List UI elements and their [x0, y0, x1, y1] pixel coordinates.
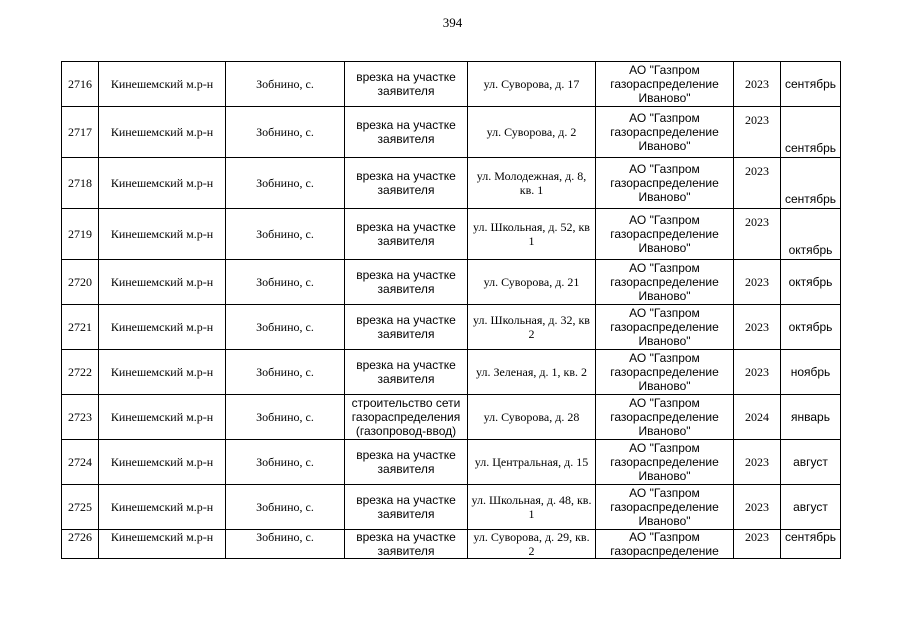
district-cell: Кинешемский м.р-н: [99, 350, 226, 395]
address-cell: ул. Молодежная, д. 8, кв. 1: [468, 158, 596, 209]
locality-cell: Зобнино, с.: [226, 305, 345, 350]
row-number-cell: 2716: [62, 62, 99, 107]
address-cell: ул. Школьная, д. 48, кв. 1: [468, 485, 596, 530]
row-number-cell: 2718: [62, 158, 99, 209]
locality-cell: Зобнино, с.: [226, 485, 345, 530]
address-cell: ул. Школьная, д. 32, кв 2: [468, 305, 596, 350]
organization-cell: АО "Газпром газораспределение Иваново": [596, 305, 734, 350]
address-cell: ул. Суворова, д. 2: [468, 107, 596, 158]
year-cell: 2024: [734, 395, 781, 440]
page-number: 394: [442, 15, 463, 30]
table-row: [62, 395, 841, 440]
year-cell: 2023: [734, 530, 781, 559]
address-cell: ул. Центральная, д. 15: [468, 440, 596, 485]
locality-cell: Зобнино, с.: [226, 158, 345, 209]
gas-connection-table: [61, 61, 841, 559]
address-cell: ул. Суворова, д. 29, кв. 2: [468, 530, 596, 559]
work-type-cell: врезка на участке заявителя: [345, 530, 468, 559]
organization-cell: АО "Газпром газораспределение Иваново": [596, 260, 734, 305]
month-cell: октябрь: [781, 209, 841, 260]
district-cell: Кинешемский м.р-н: [99, 530, 226, 559]
table-row: [62, 530, 841, 559]
work-type-cell: врезка на участке заявителя: [345, 440, 468, 485]
month-cell: сентябрь: [781, 158, 841, 209]
row-number-cell: 2720: [62, 260, 99, 305]
district-cell: Кинешемский м.р-н: [99, 305, 226, 350]
year-cell: 2023: [734, 209, 781, 260]
district-cell: Кинешемский м.р-н: [99, 440, 226, 485]
row-number-cell: 2726: [62, 530, 99, 559]
address-cell: ул. Школьная, д. 52, кв 1: [468, 209, 596, 260]
organization-cell: АО "Газпром газораспределение Иваново": [596, 107, 734, 158]
table-row: [62, 440, 841, 485]
year-cell: 2023: [734, 485, 781, 530]
district-cell: Кинешемский м.р-н: [99, 209, 226, 260]
district-cell: Кинешемский м.р-н: [99, 485, 226, 530]
row-number-cell: 2719: [62, 209, 99, 260]
locality-cell: Зобнино, с.: [226, 350, 345, 395]
work-type-cell: врезка на участке заявителя: [345, 260, 468, 305]
row-number-cell: 2723: [62, 395, 99, 440]
locality-cell: Зобнино, с.: [226, 62, 345, 107]
table-row: [62, 350, 841, 395]
year-cell: 2023: [734, 260, 781, 305]
month-cell: сентябрь: [781, 107, 841, 158]
address-cell: ул. Зеленая, д. 1, кв. 2: [468, 350, 596, 395]
organization-cell: АО "Газпром газораспределение Иваново": [596, 440, 734, 485]
organization-cell: АО "Газпром газораспределение Иваново": [596, 485, 734, 530]
organization-cell: АО "Газпром газораспределение: [596, 530, 734, 559]
district-cell: Кинешемский м.р-н: [99, 395, 226, 440]
organization-cell: АО "Газпром газораспределение Иваново": [596, 209, 734, 260]
month-cell: август: [781, 485, 841, 530]
address-cell: ул. Суворова, д. 28: [468, 395, 596, 440]
month-cell: январь: [781, 395, 841, 440]
district-cell: Кинешемский м.р-н: [99, 260, 226, 305]
year-cell: 2023: [734, 440, 781, 485]
row-number-cell: 2725: [62, 485, 99, 530]
table-row: [62, 209, 841, 260]
work-type-cell: врезка на участке заявителя: [345, 485, 468, 530]
locality-cell: Зобнино, с.: [226, 107, 345, 158]
work-type-cell: врезка на участке заявителя: [345, 158, 468, 209]
row-number-cell: 2724: [62, 440, 99, 485]
organization-cell: АО "Газпром газораспределение Иваново": [596, 62, 734, 107]
locality-cell: Зобнино, с.: [226, 395, 345, 440]
year-cell: 2023: [734, 350, 781, 395]
row-number-cell: 2721: [62, 305, 99, 350]
year-cell: 2023: [734, 305, 781, 350]
work-type-cell: строительство сети газораспределения (газопровод-ввод): [345, 395, 468, 440]
month-cell: сентябрь: [781, 62, 841, 107]
work-type-cell: врезка на участке заявителя: [345, 350, 468, 395]
work-type-cell: врезка на участке заявителя: [345, 62, 468, 107]
year-cell: 2023: [734, 158, 781, 209]
table-row: [62, 305, 841, 350]
organization-cell: АО "Газпром газораспределение Иваново": [596, 350, 734, 395]
table-row: [62, 485, 841, 530]
month-cell: сентябрь: [781, 530, 841, 559]
table-row: [62, 158, 841, 209]
month-cell: ноябрь: [781, 350, 841, 395]
table-row: [62, 260, 841, 305]
district-cell: Кинешемский м.р-н: [99, 62, 226, 107]
district-cell: Кинешемский м.р-н: [99, 158, 226, 209]
month-cell: октябрь: [781, 260, 841, 305]
address-cell: ул. Суворова, д. 17: [468, 62, 596, 107]
table-row: [62, 107, 841, 158]
locality-cell: Зобнино, с.: [226, 209, 345, 260]
locality-cell: Зобнино, с.: [226, 260, 345, 305]
locality-cell: Зобнино, с.: [226, 440, 345, 485]
year-cell: 2023: [734, 62, 781, 107]
locality-cell: Зобнино, с.: [226, 530, 345, 559]
district-cell: Кинешемский м.р-н: [99, 107, 226, 158]
row-number-cell: 2717: [62, 107, 99, 158]
year-cell: 2023: [734, 107, 781, 158]
row-number-cell: 2722: [62, 350, 99, 395]
work-type-cell: врезка на участке заявителя: [345, 107, 468, 158]
organization-cell: АО "Газпром газораспределение Иваново": [596, 395, 734, 440]
work-type-cell: врезка на участке заявителя: [345, 305, 468, 350]
work-type-cell: врезка на участке заявителя: [345, 209, 468, 260]
table-row: [62, 62, 841, 107]
address-cell: ул. Суворова, д. 21: [468, 260, 596, 305]
month-cell: август: [781, 440, 841, 485]
month-cell: октябрь: [781, 305, 841, 350]
organization-cell: АО "Газпром газораспределение Иваново": [596, 158, 734, 209]
